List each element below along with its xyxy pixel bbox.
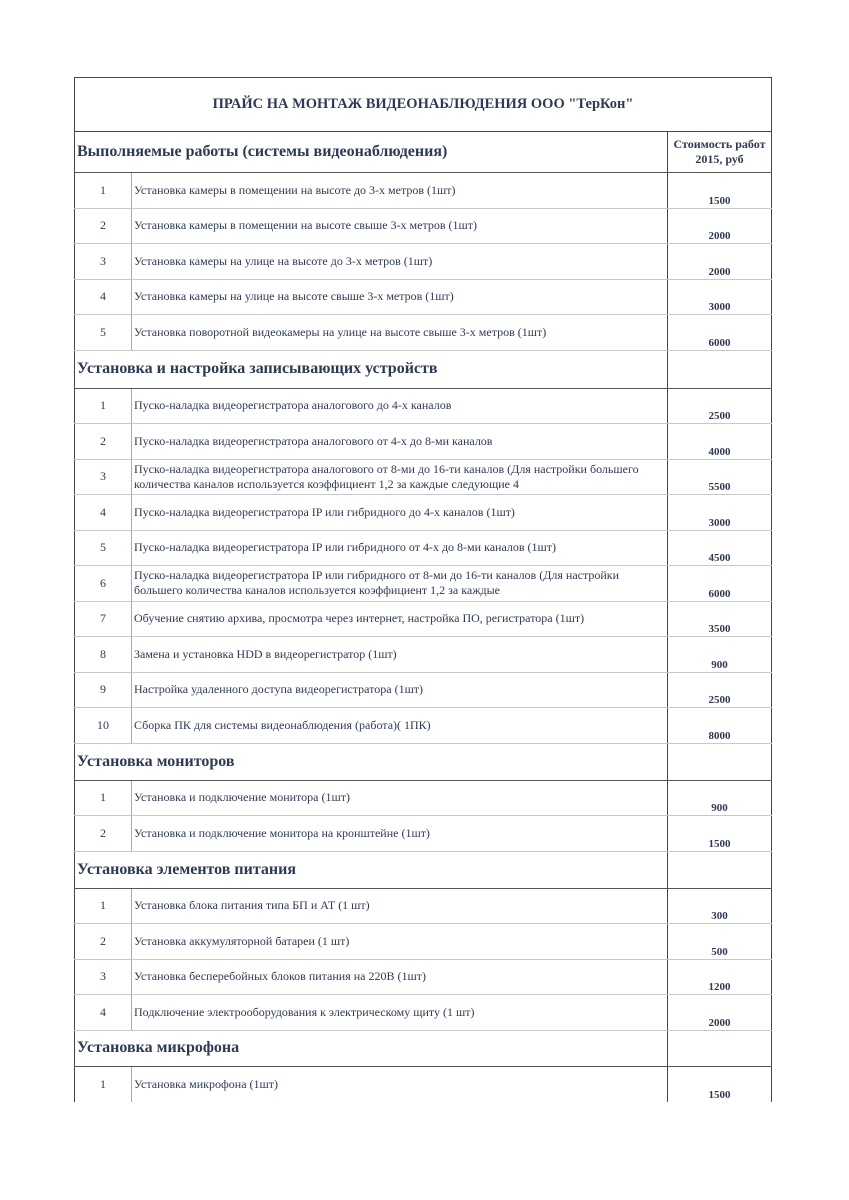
item-description: Настройка удаленного доступа видеорегистратора (1шт) [134,682,424,697]
item-number: 4 [75,495,132,531]
item-number: 4 [75,279,132,315]
section-title: Установка мониторов [75,743,668,780]
item-number: 1 [75,888,132,924]
price-row [75,672,772,708]
item-description: Пуско-наладка видеорегистратора аналогового до 4-х каналов [134,398,452,413]
title-row [75,78,772,132]
item-description-cell [132,173,668,209]
item-description: Установка аккумуляторной батареи (1 шт) [134,933,350,948]
price-row [75,530,772,566]
item-description: Установка камеры на улице на высоте до 3-х метров (1шт) [134,253,433,268]
section-header-row [75,851,772,888]
price-row [75,495,772,531]
item-description-cell [132,1066,668,1102]
item-description-cell [132,315,668,351]
item-price: 4500 [668,530,772,566]
section-title: Установка микрофона [75,1030,668,1066]
item-description: Подключение электрооборудования к электрическому щиту (1 шт) [134,1004,475,1019]
item-description-cell [132,708,668,744]
price-row [75,315,772,351]
item-description-cell [132,672,668,708]
price-row [75,816,772,852]
item-number: 4 [75,995,132,1031]
price-row [75,601,772,637]
item-description-cell [132,279,668,315]
price-row [75,708,772,744]
item-description-cell [132,388,668,424]
section-title: Установка элементов питания [75,851,668,888]
price-row [75,995,772,1031]
item-price: 1200 [668,959,772,995]
item-number: 5 [75,315,132,351]
item-description: Установка блока питания типа БП и АТ (1 шт) [134,898,370,913]
item-number: 3 [75,244,132,280]
item-price: 2000 [668,995,772,1031]
item-price: 6000 [668,315,772,351]
item-number: 10 [75,708,132,744]
item-description-cell [132,601,668,637]
item-description-cell [132,924,668,960]
price-row [75,244,772,280]
item-number: 1 [75,173,132,209]
section-header-row [75,132,772,173]
document-title: ПРАЙС НА МОНТАЖ ВИДЕОНАБЛЮДЕНИЯ ООО "ТерКон" [75,78,772,132]
item-description: Пуско-наладка видеорегистратора IP или гибридного до 4-х каналов (1шт) [134,504,515,519]
price-row [75,424,772,460]
item-price: 2500 [668,388,772,424]
item-number: 1 [75,1066,132,1102]
item-description-cell [132,637,668,673]
item-number: 2 [75,208,132,244]
section-header-row [75,350,772,388]
item-price: 2000 [668,208,772,244]
item-number: 3 [75,959,132,995]
item-price: 900 [668,780,772,816]
item-number: 2 [75,816,132,852]
item-description: Установка камеры на улице на высоте свыше 3-х метров (1шт) [134,289,454,304]
price-row [75,1066,772,1102]
item-price: 1500 [668,1066,772,1102]
section-title: Выполняемые работы (системы видеонаблюдения) [75,132,668,173]
item-description-cell [132,959,668,995]
item-price: 2000 [668,244,772,280]
item-price: 3000 [668,495,772,531]
item-price: 300 [668,888,772,924]
item-description: Установка и подключение монитора (1шт) [134,790,350,805]
item-description-cell [132,530,668,566]
item-number: 8 [75,637,132,673]
item-number: 1 [75,780,132,816]
item-description-cell [132,816,668,852]
price-row [75,888,772,924]
item-description: Замена и установка HDD в видеорегистратор (1шт) [134,646,397,661]
item-description: Установка микрофона (1шт) [134,1076,279,1091]
item-number: 6 [75,566,132,602]
item-description-cell [132,888,668,924]
item-description: Установка и подключение монитора на кронштейне (1шт) [134,825,430,840]
item-description: Установка камеры в помещении на высоте свыше 3-х метров (1шт) [134,218,478,233]
item-description: Пуско-наладка видеорегистратора IP или гибридного от 4-х до 8-ми каналов (1шт) [134,540,557,555]
price-row [75,279,772,315]
price-list-sheet [74,77,771,1102]
item-description: Обучение снятию архива, просмотра через интернет, настройка ПО, регистратора (1шт) [134,611,585,626]
section-price-cell [668,350,772,388]
item-description: Сборка ПК для системы видеонаблюдения (работа)( 1ПК) [134,717,431,732]
item-description: Установка поворотной видеокамеры на улице на высоте свыше 3-х метров (1шт) [134,324,547,339]
item-price: 500 [668,924,772,960]
item-description-cell [132,995,668,1031]
item-description: Пуско-наладка видеорегистратора аналогового от 8-ми до 16-ти каналов (Для настройки большего количества каналов используется коэффициент 1,2 за каждые следующие 4 [134,461,639,491]
section-price-cell [668,743,772,780]
price-row [75,780,772,816]
item-price: 1500 [668,816,772,852]
item-number: 2 [75,424,132,460]
section-title: Установка и настройка записывающих устройств [75,350,668,388]
item-description-cell [132,424,668,460]
item-description: Установка бесперебойных блоков питания на 220В (1шт) [134,969,426,984]
item-price: 8000 [668,708,772,744]
item-number: 1 [75,388,132,424]
price-row [75,637,772,673]
item-price: 2500 [668,672,772,708]
price-row [75,959,772,995]
price-row [75,924,772,960]
price-column-header: Стоимость работ 2015, руб [668,132,772,173]
item-description-cell [132,244,668,280]
item-description: Пуско-наладка видеорегистратора аналогового от 4-х до 8-ми каналов [134,433,493,448]
item-description-cell [132,566,668,602]
price-row [75,388,772,424]
price-row [75,173,772,209]
item-description-cell [132,495,668,531]
item-number: 7 [75,601,132,637]
item-price: 6000 [668,566,772,602]
item-price: 3500 [668,601,772,637]
item-number: 2 [75,924,132,960]
price-row [75,459,772,495]
section-price-cell [668,851,772,888]
price-row [75,566,772,602]
price-table [74,77,772,1102]
price-row [75,208,772,244]
section-price-cell [668,1030,772,1066]
item-description: Установка камеры в помещении на высоте до 3-х метров (1шт) [134,182,456,197]
item-description: Пуско-наладка видеорегистратора IP или гибридного от 8-ми до 16-ти каналов (Для настройки большего количества каналов используется коэффициент 1,2 за каждые [134,568,620,598]
item-price: 1500 [668,173,772,209]
section-header-row [75,743,772,780]
item-description-cell [132,459,668,495]
item-number: 5 [75,530,132,566]
item-number: 9 [75,672,132,708]
item-price: 4000 [668,424,772,460]
item-price: 3000 [668,279,772,315]
section-header-row [75,1030,772,1066]
item-price: 900 [668,637,772,673]
item-price: 5500 [668,459,772,495]
item-description-cell [132,780,668,816]
item-description-cell [132,208,668,244]
item-number: 3 [75,459,132,495]
